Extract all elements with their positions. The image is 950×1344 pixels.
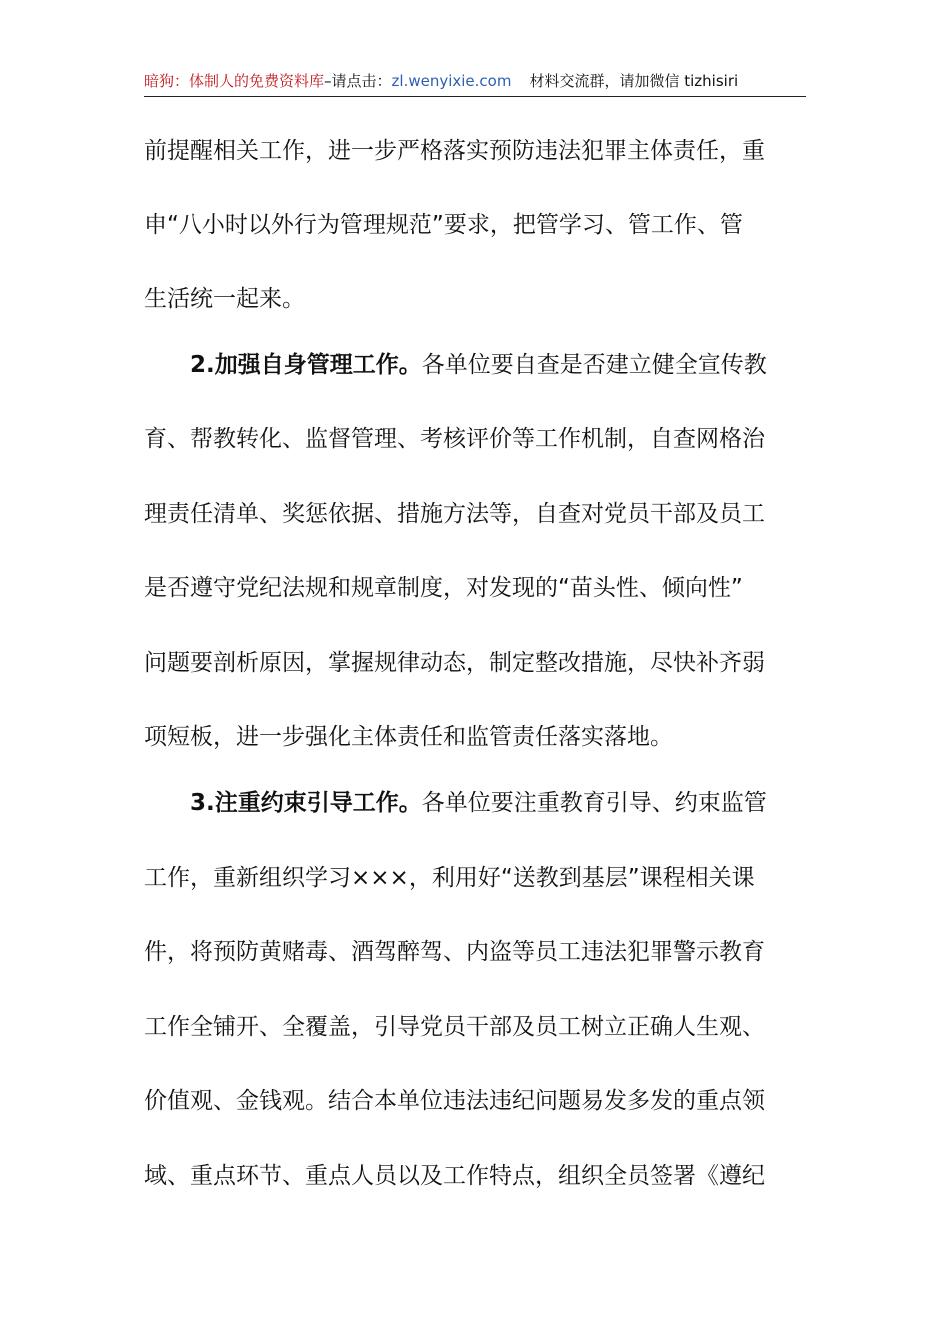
body-line: 工作，重新组织学习×××，利用好“送教到基层”课程相关课: [144, 865, 755, 891]
body-line: 生活统一起来。: [144, 286, 305, 312]
section-text: 各单位要自查是否建立健全宣传教: [421, 352, 767, 378]
body-line: 育、帮教转化、监督管理、考核评价等工作机制，自查网格治: [144, 426, 765, 452]
header-prompt: –请点击：: [324, 72, 392, 90]
section-2-first-line: [190, 350, 767, 380]
section-heading: 3.注重约束引导工作。: [190, 790, 422, 816]
page-header: [144, 66, 806, 97]
body-line: 前提醒相关工作，进一步严格落实预防违法犯罪主体责任，重: [144, 138, 765, 164]
section-heading: 2.加强自身管理工作。: [190, 352, 422, 378]
header-link[interactable]: zl.wenyixie.com: [391, 72, 512, 90]
body-line: 申“八小时以外行为管理规范”要求，把管学习、管工作、管: [144, 212, 743, 238]
header-note: 材料交流群，请加微信 tizhisiri: [529, 72, 739, 90]
section-3-first-line: [190, 788, 767, 818]
section-text: 各单位要注重教育引导、约束监管: [421, 790, 767, 816]
body-line: 是否遵守党纪法规和规章制度，对发现的“苗头性、倾向性”: [144, 575, 743, 601]
body-line: 件，将预防黄赌毒、酒驾醉驾、内盗等员工违法犯罪警示教育: [144, 939, 765, 965]
body-line: 域、重点环节、重点人员以及工作特点，组织全员签署《遵纪: [144, 1163, 765, 1189]
header-brand: 暗狗：体制人的免费资料库: [144, 72, 325, 90]
body-line: 问题要剖析原因，掌握规律动态，制定整改措施，尽快补齐弱: [144, 650, 765, 676]
body-line: 工作全铺开、全覆盖，引导党员干部及员工树立正确人生观、: [144, 1014, 765, 1040]
body-line: 项短板，进一步强化主体责任和监管责任落实落地。: [144, 724, 673, 750]
body-line: 价值观、金钱观。结合本单位违法违纪问题易发多发的重点领: [144, 1088, 765, 1114]
body-line: 理责任清单、奖惩依据、措施方法等，自查对党员干部及员工: [144, 501, 765, 527]
